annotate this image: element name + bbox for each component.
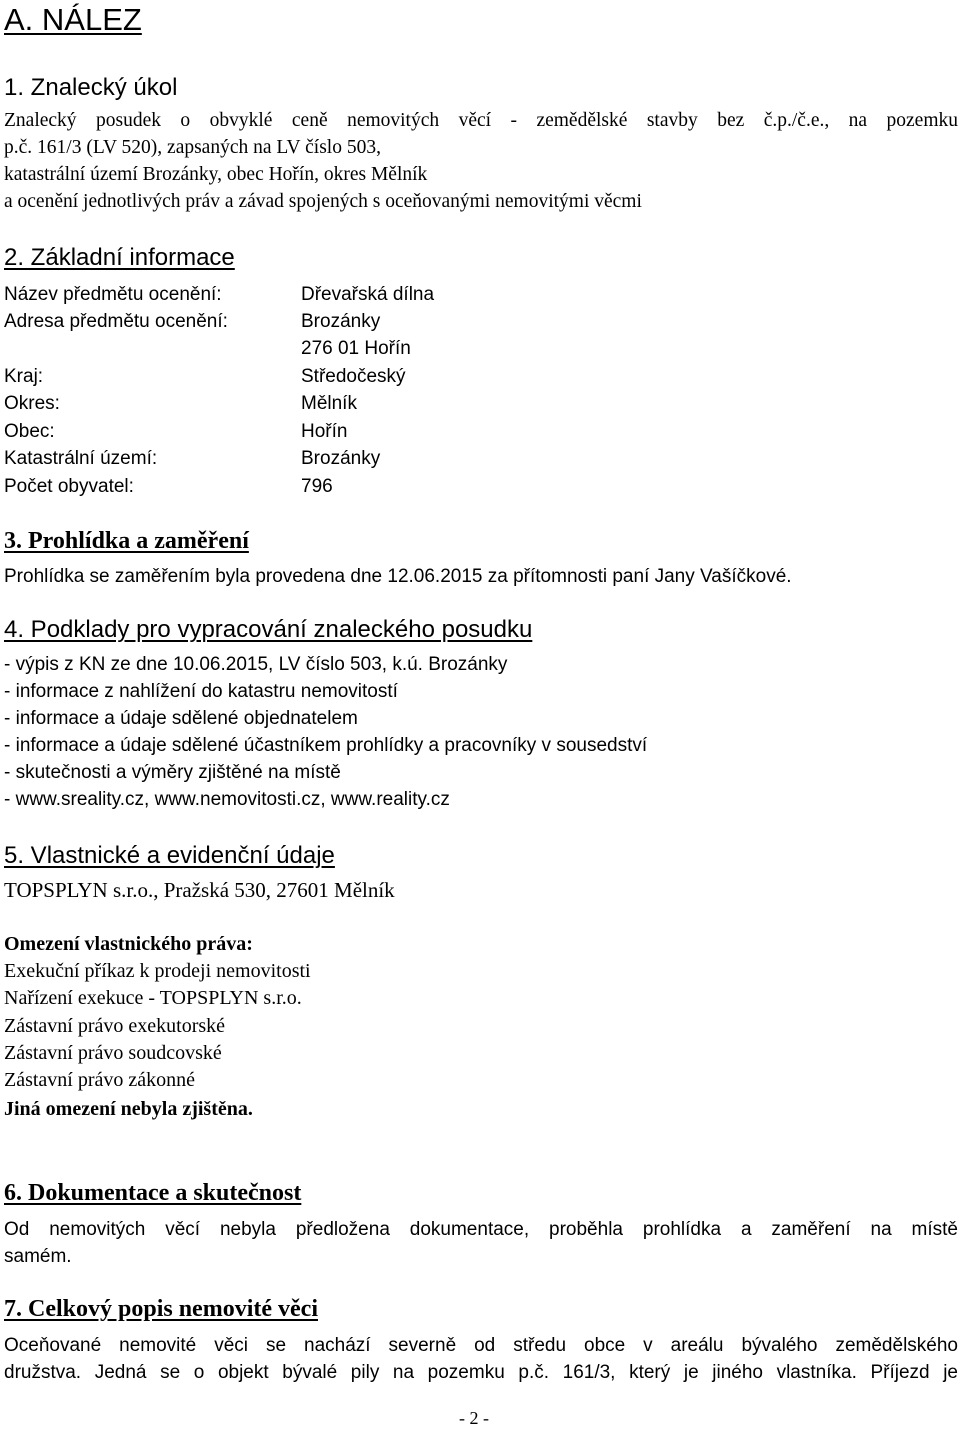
restrictions-title: Omezení vlastnického práva: <box>4 933 253 955</box>
restriction-item: Nařízení exekuce - TOPSPLYN s.r.o. <box>4 987 302 1010</box>
restriction-item: Exekuční příkaz k prodeji nemovitosti <box>4 960 311 982</box>
info-label: Katastrální území: <box>4 448 158 469</box>
info-value: Brozánky <box>301 448 381 469</box>
section-6-line: Od nemovitých věcí nebyla předložena dokumentace, proběhla prohlídka a zaměření na místě <box>4 1219 958 1240</box>
section-1-line: p.č. 161/3 (LV 520), zapsaných na LV číslo 503, <box>4 137 381 158</box>
section-1-body <box>4 107 958 215</box>
page-number: - 2 - <box>459 1408 489 1428</box>
list-item: - skutečnosti a výměry zjištěné na místě <box>4 762 341 783</box>
section-1-title: 1. Znalecký úkol <box>4 74 178 101</box>
list-item: - informace a údaje sdělené účastníkem prohlídky a pracovníky v sousedství <box>4 735 648 756</box>
list-item: - informace z nahlížení do katastru nemovitostí <box>4 681 398 702</box>
restriction-item: Zástavní právo soudcovské <box>4 1041 222 1064</box>
info-value: Mělník <box>301 393 357 414</box>
info-value: 276 01 Hořín <box>301 338 411 359</box>
section-4-list <box>4 651 958 813</box>
info-label: Počet obyvatel: <box>4 476 134 497</box>
list-item: - výpis z KN ze dne 10.06.2015, LV číslo 503, k.ú. Brozánky <box>4 654 508 675</box>
section-5-title: 5. Vlastnické a evidenční údaje <box>4 842 335 869</box>
section-7-line: Oceňované nemovité věci se nachází severně od středu obce v areálu bývalého zemědělského <box>4 1335 958 1356</box>
section-3-title: 3. Prohlídka a zaměření <box>4 528 249 554</box>
section-1-line: katastrální území Brozánky, obec Hořín, okres Mělník <box>4 164 428 185</box>
info-value: 796 <box>301 476 333 497</box>
restrictions-footer: Jiná omezení nebyla zjištěna. <box>4 1098 253 1120</box>
restrictions-list <box>4 958 958 1094</box>
info-value: Brozánky <box>301 311 381 332</box>
section-7-body <box>4 1332 958 1386</box>
section-1-line: a ocenění jednotlivých práv a závad spojených s oceňovanými nemovitými věcmi <box>4 191 642 212</box>
restriction-item: Zástavní právo zákonné <box>4 1069 196 1092</box>
section-2-title: 2. Základní informace <box>4 244 235 271</box>
info-label: Adresa předmětu ocenění: <box>4 311 228 332</box>
section-6-line: samém. <box>4 1246 72 1267</box>
section-7-line: družstva. Jedná se o objekt bývalé pily na pozemku p.č. 161/3, který je jiného vlastníka. Příjezd je <box>4 1362 958 1383</box>
section-7-title: 7. Celkový popis nemovité věci <box>4 1296 318 1322</box>
info-label: Název předmětu ocenění: <box>4 284 222 305</box>
restriction-item: Zástavní právo exekutorské <box>4 1014 226 1037</box>
info-label: Okres: <box>4 393 60 414</box>
info-value: Středočeský <box>301 366 406 387</box>
section-1-line: Znalecký posudek o obvyklé ceně nemovitých věcí - zemědělské stavby bez č.p./č.e., na pozemku <box>4 110 958 131</box>
section-3-text: Prohlídka se zaměřením byla provedena dne 12.06.2015 za přítomnosti paní Jany Vašíčkové. <box>4 566 792 587</box>
main-heading: A. NÁLEZ <box>4 2 142 37</box>
list-item: - informace a údaje sdělené objednatelem <box>4 708 358 729</box>
section-4-title: 4. Podklady pro vypracování znaleckého posudku <box>4 616 533 643</box>
info-value: Hořín <box>301 421 348 442</box>
section-6-title: 6. Dokumentace a skutečnost <box>4 1180 302 1206</box>
list-item: - www.sreality.cz, www.nemovitosti.cz, www.reality.cz <box>4 789 450 810</box>
info-label: Obec: <box>4 421 55 442</box>
info-value: Dřevařská dílna <box>301 284 435 305</box>
info-label: Kraj: <box>4 366 44 387</box>
owner-text: TOPSPLYN s.r.o., Pražská 530, 27601 Mělník <box>4 878 395 902</box>
section-6-body <box>4 1216 958 1270</box>
